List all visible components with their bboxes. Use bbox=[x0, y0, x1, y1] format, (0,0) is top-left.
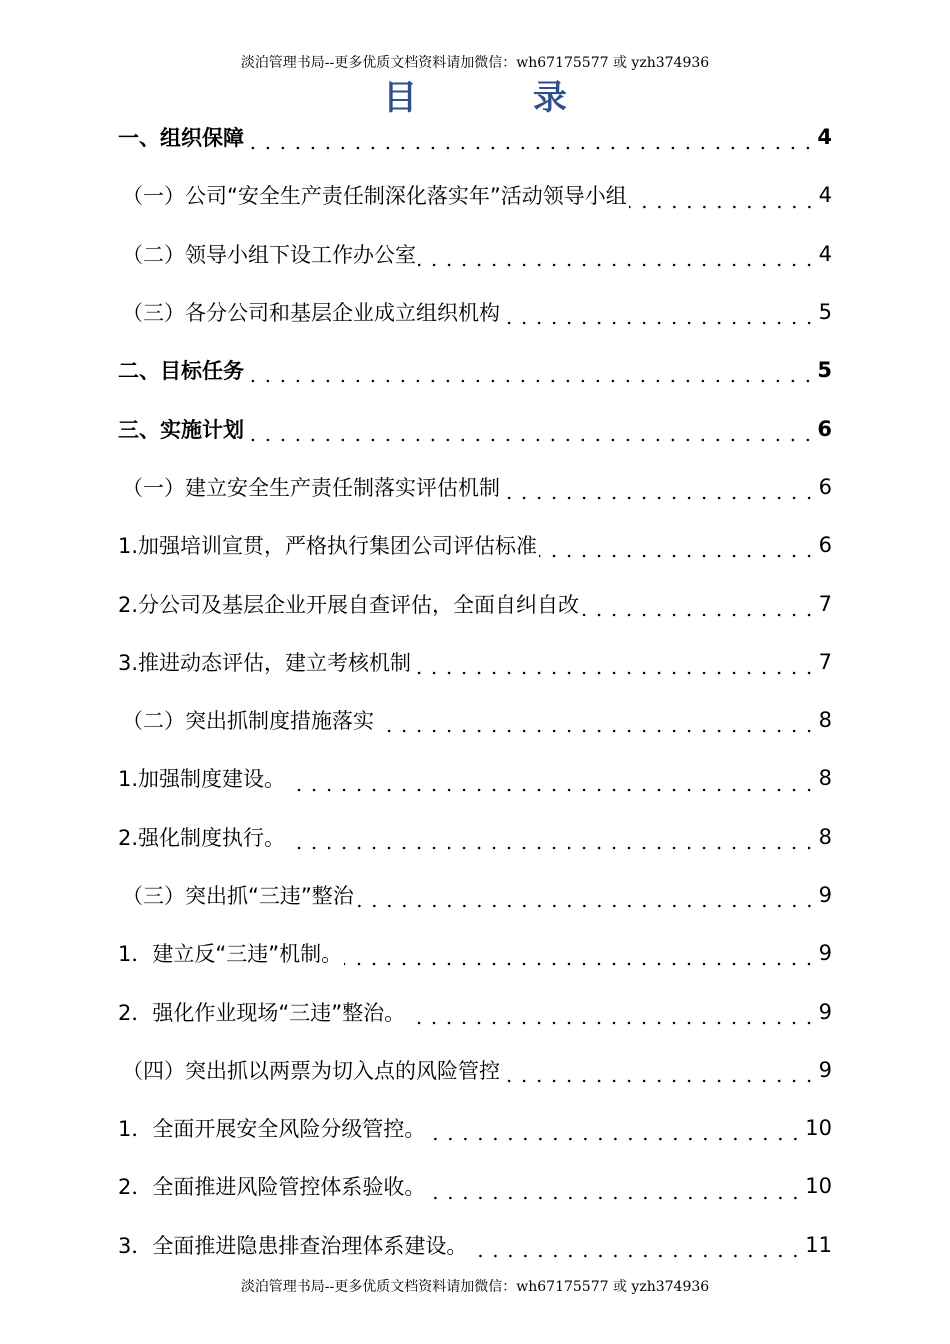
toc-entry-text: （一）建立安全生产责任制落实评估机制 bbox=[122, 475, 500, 500]
toc-leader-dots bbox=[502, 1078, 817, 1084]
toc-entry-text: （四）突出抓以两票为切入点的风险管控 bbox=[122, 1058, 500, 1083]
toc-entry[interactable] bbox=[118, 458, 832, 516]
toc-page-number: 8 bbox=[818, 766, 832, 791]
toc-page-number: 9 bbox=[818, 1057, 832, 1082]
toc-page-number: 4 bbox=[818, 241, 832, 266]
toc-page-number: 8 bbox=[818, 824, 832, 849]
toc-entry-text: （一）公司“安全生产责任制深化落实年”活动领导小组 bbox=[122, 184, 627, 209]
toc-leader-dots bbox=[629, 204, 817, 210]
toc-page-number: 9 bbox=[818, 883, 832, 907]
toc-page-number: 4 bbox=[818, 183, 832, 208]
toc-page-number: 5 bbox=[817, 358, 832, 383]
table-of-contents bbox=[118, 108, 832, 1274]
toc-leader-dots bbox=[376, 728, 817, 734]
toc-leader-dots bbox=[502, 320, 817, 326]
toc-entry[interactable] bbox=[118, 691, 832, 749]
toc-leader-dots bbox=[287, 845, 817, 851]
toc-entry[interactable] bbox=[118, 225, 832, 283]
toc-entry[interactable] bbox=[118, 1041, 832, 1099]
toc-page-number: 9 bbox=[818, 941, 832, 966]
toc-entry-text: （三）突出抓“三违”整治 bbox=[122, 884, 354, 908]
toc-entry[interactable] bbox=[118, 108, 832, 166]
toc-entry[interactable] bbox=[118, 1157, 832, 1215]
toc-leader-dots bbox=[539, 553, 817, 559]
toc-entry[interactable] bbox=[118, 1216, 832, 1274]
toc-entry-text: 2.分公司及基层企业开展自查评估，全面自纠自改 bbox=[118, 592, 580, 617]
toc-entry[interactable] bbox=[118, 1099, 832, 1157]
toc-entry-text: （二）突出抓制度措施落实 bbox=[122, 709, 374, 734]
toc-entry[interactable] bbox=[118, 341, 832, 399]
toc-page-number: 8 bbox=[818, 708, 832, 733]
toc-entry-text: 三、实施计划 bbox=[118, 417, 244, 442]
toc-page-number: 10 bbox=[805, 1174, 832, 1199]
toc-entry[interactable] bbox=[118, 574, 832, 632]
toc-entry-text: 2．全面推进风险管控体系验收。 bbox=[118, 1175, 426, 1200]
toc-leader-dots bbox=[427, 1136, 803, 1142]
toc-entry-text: 1．全面开展安全风险分级管控。 bbox=[118, 1117, 426, 1142]
toc-entry[interactable] bbox=[118, 982, 832, 1040]
toc-entry-text: 一、组织保障 bbox=[118, 126, 244, 151]
toc-leader-dots bbox=[418, 262, 817, 268]
toc-leader-dots bbox=[469, 1253, 803, 1259]
toc-entry-text: 3．全面推进隐患排查治理体系建设。 bbox=[118, 1233, 468, 1258]
toc-entry-text: 1.加强培训宣贯，严格执行集团公司评估标准 bbox=[118, 534, 538, 559]
toc-entry-text: 1.加强制度建设。 bbox=[118, 767, 286, 792]
toc-leader-dots bbox=[287, 787, 817, 793]
toc-entry[interactable] bbox=[118, 166, 832, 224]
toc-title: 目 录 bbox=[383, 78, 619, 118]
toc-entry-text: （二）领导小组下设工作办公室 bbox=[122, 242, 416, 267]
page-footer: 淡泊管理书局--更多优质文档资料请加微信：wh67175577 或 yzh374936 bbox=[240, 1279, 710, 1295]
toc-leader-dots bbox=[356, 903, 817, 909]
toc-page-number: 6 bbox=[818, 474, 832, 499]
toc-entry-text: 2.强化制度执行。 bbox=[118, 825, 286, 850]
toc-page-number: 9 bbox=[818, 999, 832, 1024]
toc-entry[interactable] bbox=[118, 516, 832, 574]
toc-page-number: 10 bbox=[805, 1116, 832, 1141]
toc-leader-dots bbox=[413, 670, 817, 676]
toc-page-number: 7 bbox=[818, 591, 832, 616]
toc-entry[interactable] bbox=[118, 283, 832, 341]
toc-leader-dots bbox=[246, 437, 815, 443]
toc-page-number: 6 bbox=[817, 416, 832, 441]
toc-leader-dots bbox=[502, 495, 817, 501]
toc-leader-dots bbox=[407, 1020, 817, 1026]
toc-leader-dots bbox=[427, 1195, 803, 1201]
toc-leader-dots bbox=[246, 378, 815, 384]
toc-leader-dots bbox=[344, 961, 817, 967]
toc-entry[interactable] bbox=[118, 749, 832, 807]
toc-page-number: 6 bbox=[818, 533, 832, 558]
toc-page-number: 4 bbox=[817, 125, 832, 150]
toc-entry-text: （三）各分公司和基层企业成立组织机构 bbox=[122, 301, 500, 326]
toc-entry-text: 3.推进动态评估，建立考核机制 bbox=[118, 650, 412, 675]
page-header: 淡泊管理书局--更多优质文档资料请加微信：wh67175577 或 yzh374936 bbox=[240, 55, 710, 71]
toc-leader-dots bbox=[246, 145, 815, 151]
toc-page-number: 7 bbox=[818, 649, 832, 674]
toc-entry-text: 二、目标任务 bbox=[118, 359, 244, 384]
toc-entry[interactable] bbox=[118, 924, 832, 982]
toc-leader-dots bbox=[581, 612, 817, 618]
toc-entry-text: 1．建立反“三违”机制。 bbox=[118, 942, 343, 967]
toc-entry[interactable] bbox=[118, 866, 832, 924]
toc-entry[interactable] bbox=[118, 399, 832, 457]
toc-page-number: 11 bbox=[805, 1232, 832, 1257]
toc-entry-text: 2．强化作业现场“三违”整治。 bbox=[118, 1000, 406, 1025]
toc-page-number: 5 bbox=[818, 300, 832, 325]
toc-entry[interactable] bbox=[118, 633, 832, 691]
toc-entry[interactable] bbox=[118, 808, 832, 866]
